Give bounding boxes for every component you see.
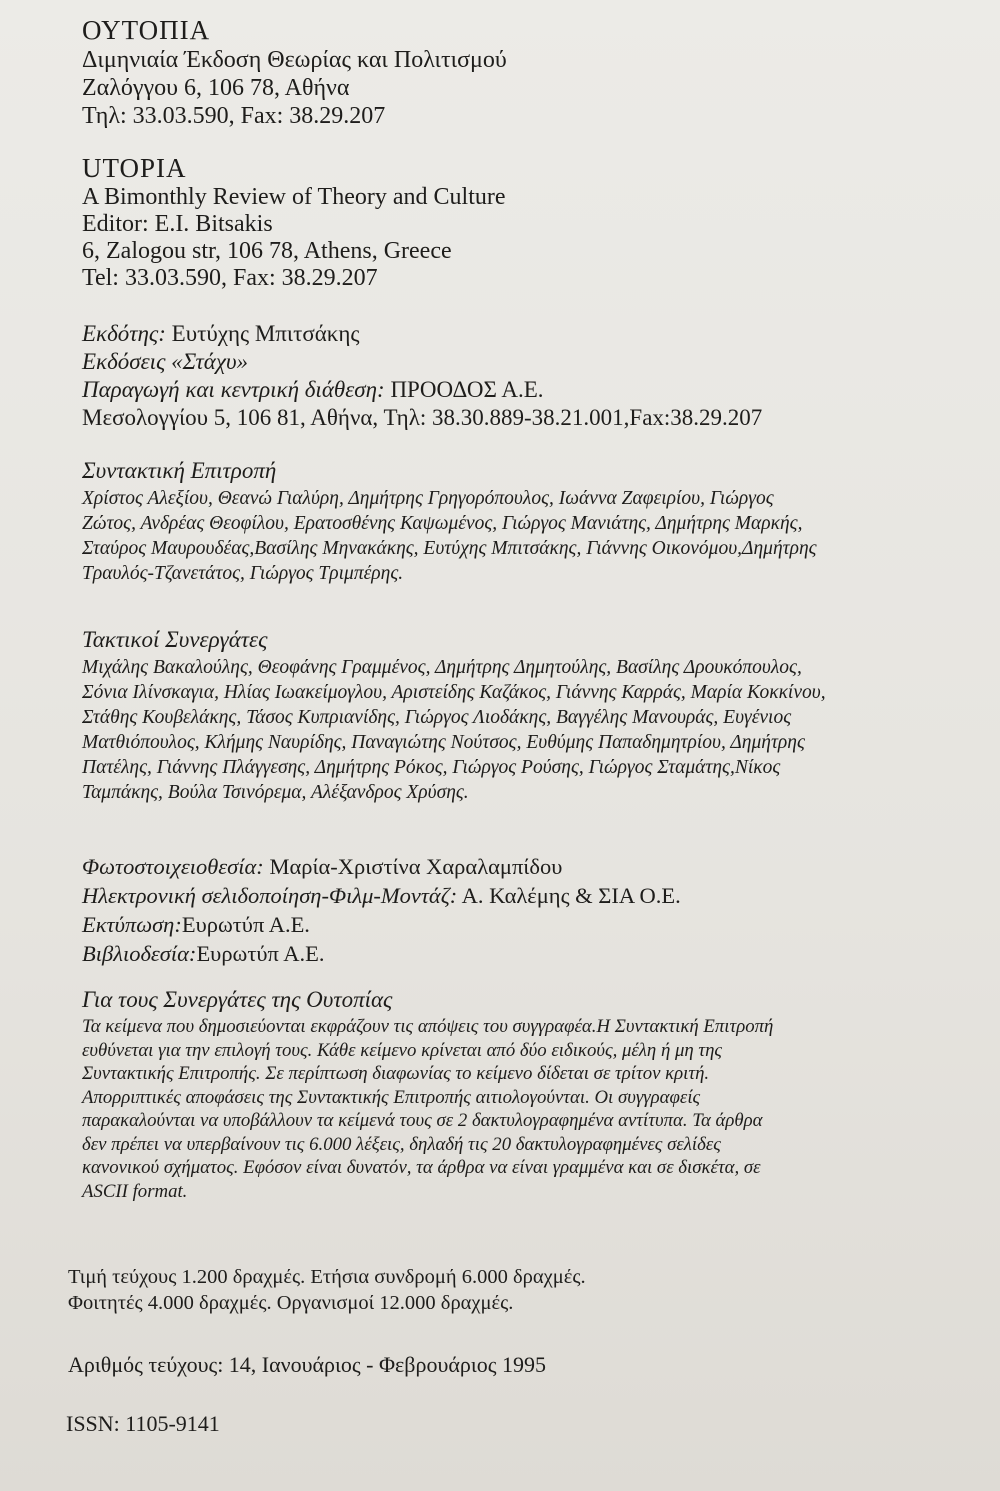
layout-line xyxy=(82,881,982,910)
editorial-board-heading: Συντακτική Επιτροπή xyxy=(82,458,277,483)
journal-subtitle-english: A Bimonthly Review of Theory and Culture xyxy=(82,184,506,210)
notes-line: παρακαλούνται να υποβάλλουν τα κείμενά τους σε 2 δακτυλογραφημένα αντίτυπα. Τα άρθρα xyxy=(82,1110,763,1131)
typesetting-line xyxy=(82,852,982,881)
editorial-names-line: Σταύρος Μαυρουδέας,Βασίλης Μηνακάκης, Ευτύχης Μπιτσάκης, Γιάννης Οικονόμου,Δημήτρης xyxy=(82,538,817,559)
editorial-names-line: Χρίστος Αλεξίου, Θεανώ Γιαλύρη, Δημήτρης Γρηγορόπουλος, Ιωάννα Ζαφειρίου, Γιώργος xyxy=(82,488,774,509)
notes-line: Τα κείμενα που δημοσιεύονται εκφράζουν τις απόψεις του συγγραφέα.Η Συντακτική Επιτροπή xyxy=(82,1016,774,1037)
editorial-names-line: Τραυλός-Τζανετάτος, Γιώργος Τριμπέρης. xyxy=(82,563,404,584)
phone-fax-greek: Τηλ: 33.03.590, Fax: 38.29.207 xyxy=(82,103,386,129)
binding-label: Βιβλιοδεσία: xyxy=(82,941,197,966)
editor-line: Editor: E.I. Bitsakis xyxy=(82,211,273,237)
production-credits xyxy=(82,852,982,968)
contributors-names-line: Σόνια Ιλίνσκαγια, Ηλίας Ιωακείμογλου, Αριστείδης Καζάκος, Γιάννης Καρράς, Μαρία Κοκκίνου, xyxy=(82,682,826,703)
notes-line: Απορριπτικές αποφάσεις της Συντακτικής Επιτροπής αιτιολογούνται. Οι συγγραφείς xyxy=(82,1086,701,1108)
imprint-line: Εκδόσεις «Στάχυ» xyxy=(82,349,249,374)
notes-line: ASCII format. xyxy=(82,1180,188,1202)
editorial-board xyxy=(82,456,982,586)
regular-contributors xyxy=(82,625,982,805)
price-info xyxy=(68,1264,968,1316)
price-line-students: Φοιτητές 4.000 δραχμές. Οργανισμοί 12.000 δραχμές. xyxy=(68,1292,514,1314)
notes-line: Συντακτικής Επιτροπής. Σε περίπτωση διαφωνίας το κείμενο δίδεται σε τρίτον κριτή. xyxy=(82,1063,710,1084)
distribution-label: Παραγωγή και κεντρική διάθεση: xyxy=(82,377,385,402)
notes-for-contributors xyxy=(82,985,982,1203)
printing-value: Ευρωτύπ Α.Ε. xyxy=(181,912,310,937)
issn xyxy=(66,1410,966,1438)
binding-line xyxy=(82,939,982,968)
journal-title-greek: ΟΥΤΟΠΙΑ xyxy=(82,15,211,45)
publisher-address: Μεσολογγίου 5, 106 81, Αθήνα, Τηλ: 38.30.889-38.21.001,Fax:38.29.207 xyxy=(82,405,763,430)
publisher-label: Εκδότης: xyxy=(82,321,166,346)
notes-line: κανονικού σχήματος. Εφόσον είναι δυνατόν, τα άρθρα να είναι γραμμένα και σε δισκέτα, σε xyxy=(82,1157,761,1178)
contributors-names-line: Πατέλης, Γιάννης Πλάγγεσης, Δημήτρης Ρόκος, Γιώργος Ρούσης, Γιώργος Σταμάτης,Νίκος xyxy=(82,757,781,778)
notes-heading: Για τους Συνεργάτες της Ουτοπίας xyxy=(82,987,393,1012)
printing-label: Εκτύπωση: xyxy=(82,912,182,937)
publisher-line xyxy=(82,320,982,348)
issn-text: ISSN: 1105-9141 xyxy=(66,1411,220,1436)
journal-subtitle-greek: Διμηνιαία Έκδοση Θεωρίας και Πολιτισμού xyxy=(82,47,507,73)
publisher-info xyxy=(82,320,982,432)
contributors-names-line: Στάθης Κουβελάκης, Τάσος Κυπριανίδης, Γιώργος Λιοδάκης, Βαγγέλης Μανουράς, Ευγένιος xyxy=(82,707,792,728)
binding-value: Ευρωτύπ Α.Ε. xyxy=(196,941,325,966)
contributors-names-line: Μιχάλης Βακαλούλης, Θεοφάνης Γραμμένος, Δημήτρης Δημητούλης, Βασίλης Δρουκόπουλος, xyxy=(82,657,802,678)
english-masthead xyxy=(82,152,982,292)
editorial-board-names xyxy=(82,486,982,586)
typesetting-value: Μαρία-Χριστίνα Χαραλαμπίδου xyxy=(263,854,563,879)
layout-label: Ηλεκτρονική σελιδοποίηση-Φιλμ-Μοντάζ: xyxy=(82,883,458,908)
notes-line: δεν πρέπει να υπερβαίνουν τις 6.000 λέξεις, δηλαδή τις 20 δακτυλογραφημένες σελίδες xyxy=(82,1133,721,1155)
issue-number-text: Αριθμός τεύχους: 14, Ιανουάριος - Φεβρουάριος 1995 xyxy=(68,1352,546,1377)
greek-masthead xyxy=(82,14,982,130)
distribution-name: ΠΡΟΟΔΟΣ Α.Ε. xyxy=(384,377,544,402)
notes-body xyxy=(82,1015,982,1203)
contributors-heading: Τακτικοί Συνεργάτες xyxy=(82,627,268,652)
printing-line xyxy=(82,910,982,939)
issue-number xyxy=(68,1351,968,1379)
distribution-line xyxy=(82,376,982,404)
contributors-names-line: Ματθιόπουλος, Κλήμης Ναυρίδης, Παναγιώτης Νούτσος, Ευθύμης Παπαδημητρίου, Δημήτρης xyxy=(82,732,805,753)
layout-value: Α. Καλέμης & ΣΙΑ Ο.Ε. xyxy=(457,883,681,908)
address-greek: Ζαλόγγου 6, 106 78, Αθήνα xyxy=(82,75,350,101)
notes-line: ευθύνεται για την επιλογή τους. Κάθε κείμενο κρίνεται από δύο ειδικούς, μέλη ή μη της xyxy=(82,1039,723,1061)
publisher-name: Ευτύχης Μπιτσάκης xyxy=(165,321,360,346)
phone-fax-english: Tel: 33.03.590, Fax: 38.29.207 xyxy=(82,265,378,291)
contributors-names-line: Ταμπάκης, Βούλα Τσινόρεμα, Αλέξανδρος Χρύσης. xyxy=(82,782,469,803)
editorial-names-line: Ζώτος, Ανδρέας Θεοφίλου, Ερατοσθένης Καψωμένος, Γιώργος Μανιάτης, Δημήτρης Μαρκής, xyxy=(82,513,803,534)
journal-title-english: UTOPIA xyxy=(82,153,187,183)
address-english: 6, Zalogou str, 106 78, Athens, Greece xyxy=(82,238,452,264)
contributors-names xyxy=(82,655,982,805)
typesetting-label: Φωτοστοιχειοθεσία: xyxy=(82,854,264,879)
price-line-issue: Τιμή τεύχους 1.200 δραχμές. Ετήσια συνδρομή 6.000 δραχμές. xyxy=(68,1266,586,1288)
